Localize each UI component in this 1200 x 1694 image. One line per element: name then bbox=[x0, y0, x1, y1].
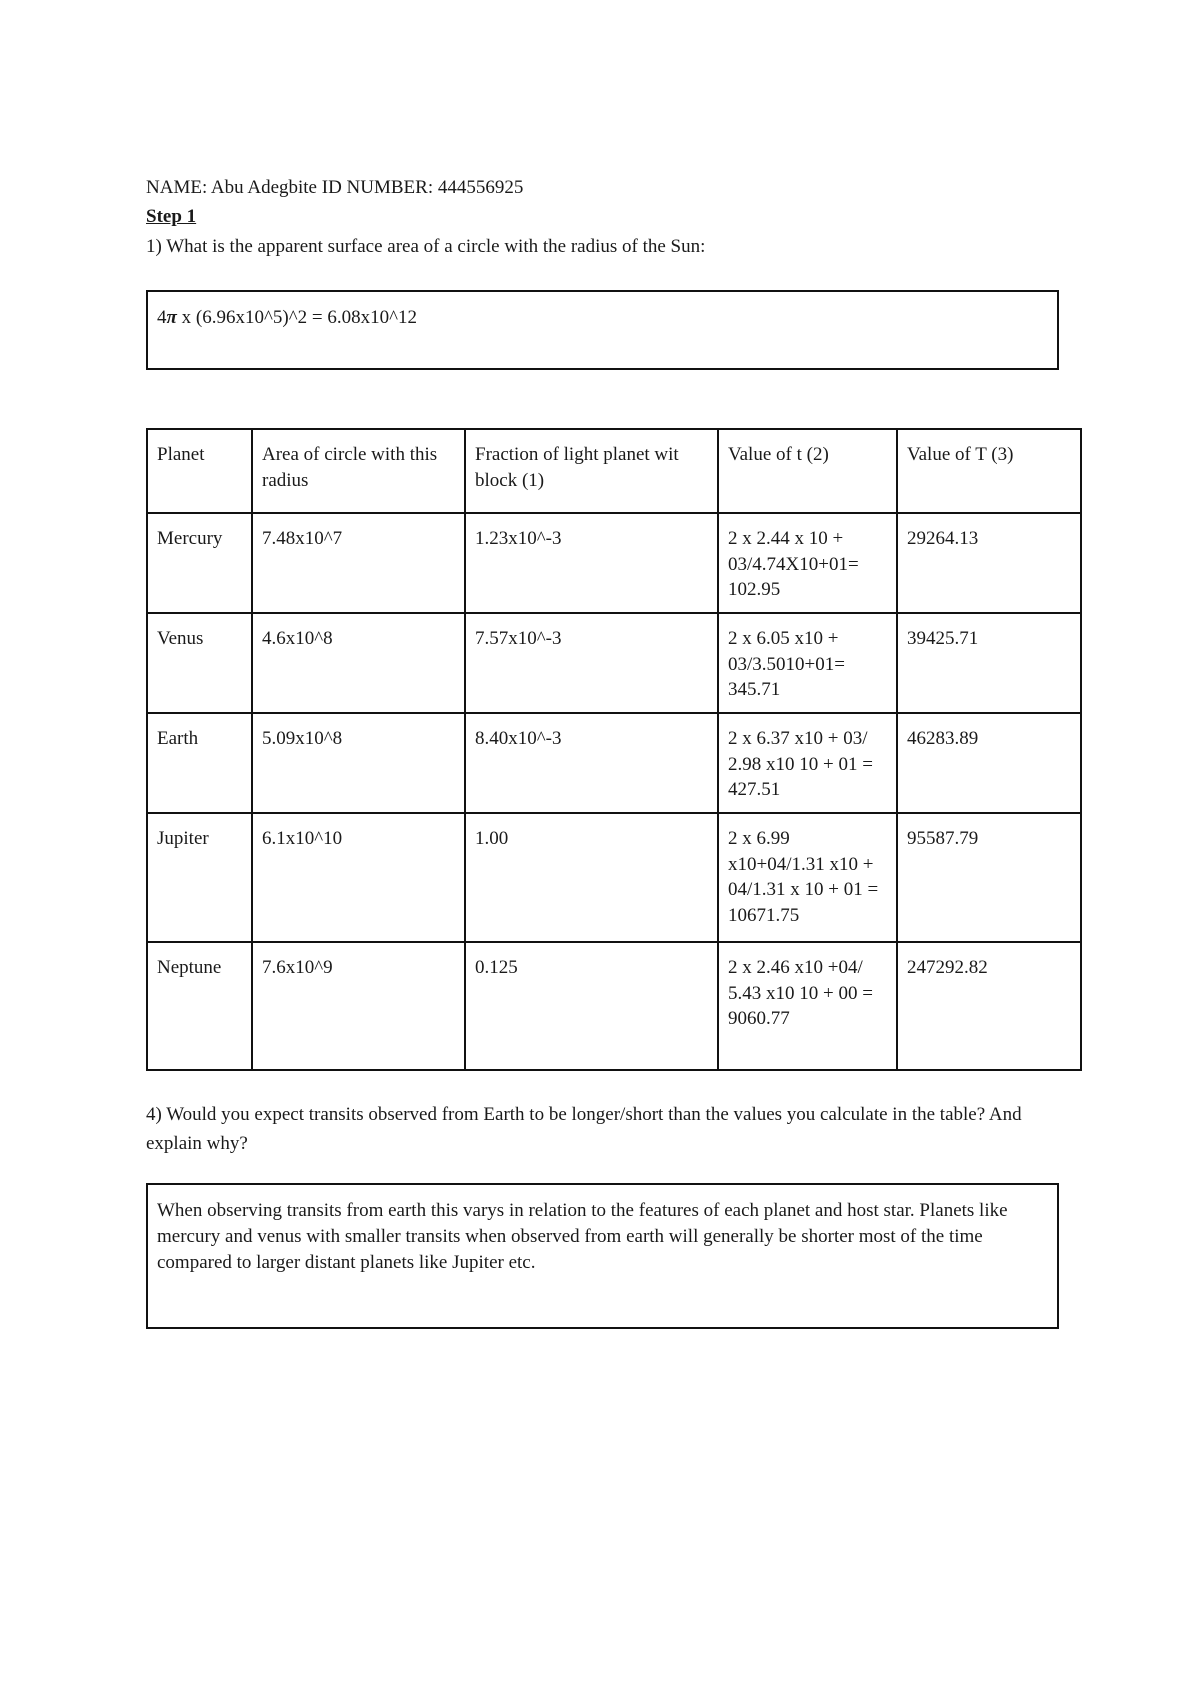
cell-planet: Mercury bbox=[147, 513, 252, 613]
cell-fraction: 7.57x10^-3 bbox=[465, 613, 718, 713]
cell-fraction: 0.125 bbox=[465, 942, 718, 1070]
cell-value-t: 2 x 6.05 x10 + 03/3.5010+01= 345.71 bbox=[718, 613, 897, 713]
table-row bbox=[147, 813, 1081, 942]
cell-value-T: 39425.71 bbox=[897, 613, 1081, 713]
question-1: 1) What is the apparent surface area of a circle with the radius of the Sun: bbox=[146, 236, 706, 257]
table-row bbox=[147, 713, 1081, 813]
cell-value-T: 46283.89 bbox=[897, 713, 1081, 813]
cell-fraction: 1.00 bbox=[465, 813, 718, 942]
cell-fraction: 1.23x10^-3 bbox=[465, 513, 718, 613]
cell-value-T: 29264.13 bbox=[897, 513, 1081, 613]
answer-box-1 bbox=[146, 290, 1059, 370]
cell-value-t: 2 x 2.46 x10 +04/ 5.43 x10 10 + 00 = 9060.77 bbox=[718, 942, 897, 1070]
cell-planet: Venus bbox=[147, 613, 252, 713]
cell-value-t: 2 x 6.99 x10+04/1.31 x10 + 04/1.31 x 10 + 01 = 10671.75 bbox=[718, 813, 897, 942]
header-planet: Planet bbox=[147, 429, 252, 513]
pi-symbol: π bbox=[166, 307, 177, 328]
cell-fraction: 8.40x10^-3 bbox=[465, 713, 718, 813]
cell-value-t: 2 x 6.37 x10 + 03/ 2.98 x10 10 + 01 = 427.51 bbox=[718, 713, 897, 813]
table-row bbox=[147, 613, 1081, 713]
name-id-line: NAME: Abu Adegbite ID NUMBER: 444556925 bbox=[146, 177, 524, 198]
cell-value-t: 2 x 2.44 x 10 + 03/4.74X10+01= 102.95 bbox=[718, 513, 897, 613]
header-value-T: Value of T (3) bbox=[897, 429, 1081, 513]
cell-area: 7.6x10^9 bbox=[252, 942, 465, 1070]
cell-area: 6.1x10^10 bbox=[252, 813, 465, 942]
cell-planet: Earth bbox=[147, 713, 252, 813]
cell-area: 5.09x10^8 bbox=[252, 713, 465, 813]
cell-planet: Neptune bbox=[147, 942, 252, 1070]
header-fraction: Fraction of light planet wit block (1) bbox=[465, 429, 718, 513]
answer-box-4 bbox=[146, 1183, 1059, 1329]
cell-planet: Jupiter bbox=[147, 813, 252, 942]
cell-area: 7.48x10^7 bbox=[252, 513, 465, 613]
planet-transit-table bbox=[146, 428, 1082, 1071]
answer-1-expression: x (6.96x10^5)^2 = 6.08x10^12 bbox=[176, 307, 417, 328]
cell-value-T: 247292.82 bbox=[897, 942, 1081, 1070]
answer-4-text: When observing transits from earth this varys in relation to the features of each planet and host star. Planets like mercury and venus with smaller transits when observed from earth will generally be shorter most of the time compared to larger distant planets like Jupiter etc. bbox=[157, 1200, 1008, 1273]
cell-area: 4.6x10^8 bbox=[252, 613, 465, 713]
step-heading: Step 1 bbox=[146, 206, 197, 227]
question-4: 4) Would you expect transits observed from Earth to be longer/short than the values you calculate in the table? And explain why? bbox=[146, 1104, 1022, 1154]
header-value-t: Value of t (2) bbox=[718, 429, 897, 513]
answer-1-prefix: 4 bbox=[157, 307, 167, 328]
cell-value-T: 95587.79 bbox=[897, 813, 1081, 942]
table-row bbox=[147, 513, 1081, 613]
table-header-row bbox=[147, 429, 1081, 513]
header-area: Area of circle with this radius bbox=[252, 429, 465, 513]
table-row bbox=[147, 942, 1081, 1070]
